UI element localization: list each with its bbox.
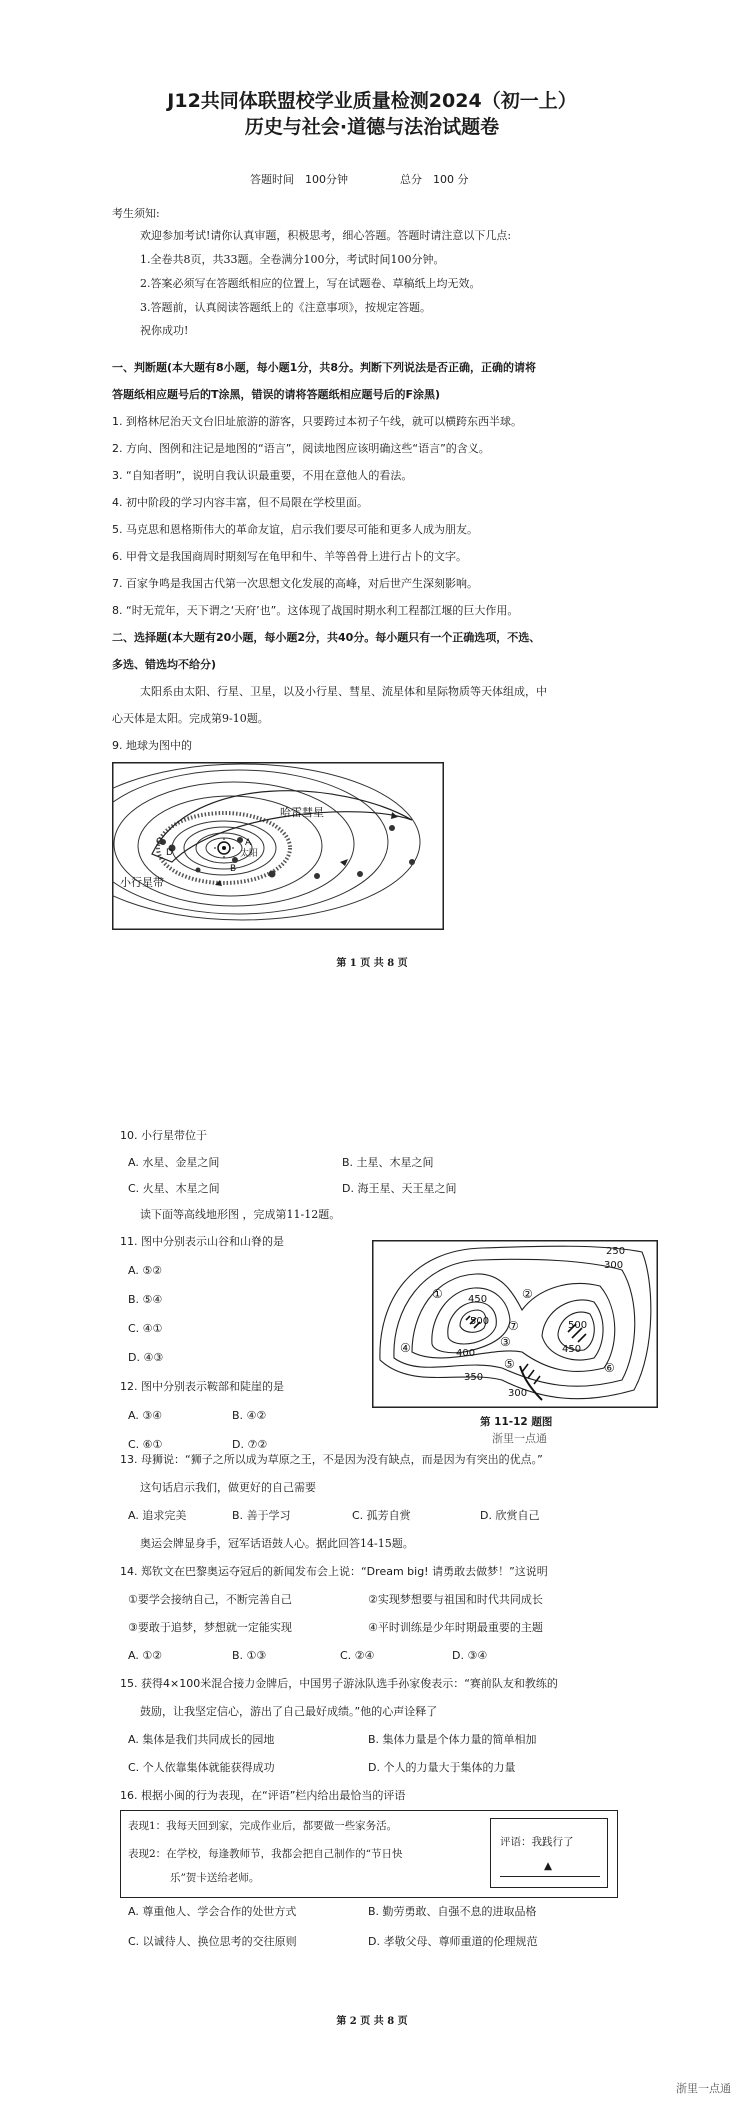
contour-map-figure (372, 1240, 658, 1408)
watermark: 浙里一点通 (492, 1432, 547, 1445)
option: B. ①③ (232, 1649, 267, 1662)
q14-15-intro: 奥运会牌显身手，冠军话语鼓人心。据此回答14-15题。 (140, 1537, 414, 1550)
notice-heading: 考生须知: (112, 207, 160, 220)
contour-label-500: 500 (470, 1316, 490, 1327)
notice-line: 欢迎参加考试!请你认真审题，积极思考，细心答题。答题时请注意以下几点: (140, 229, 512, 242)
statement: ③要敢于追梦，梦想就一定能实现 (128, 1621, 292, 1634)
comet-label: 哈雷彗星 (280, 806, 324, 819)
section-2-heading: 二、选择题(本大题有20小题，每小题2分，共40分。每小题只有一个正确选项，不选、 (112, 631, 541, 644)
performance-2: 表现2：在学校，每逢教师节，我都会把自己制作的“节日快 (128, 1848, 403, 1860)
page-2-footer: 第 2 页 共 8 页 (336, 2016, 408, 2027)
judge-item: 4. 初中阶段的学习内容丰富，但不局限在学校里面。 (112, 496, 368, 509)
performance-1: 表现1：我每天回到家，完成作业后，都要做一些家务活。 (128, 1820, 398, 1832)
page-separator (0, 1000, 744, 1100)
exam-subtitle: 历史与社会·道德与法治试题卷 (244, 116, 500, 138)
option: B. 土星、木星之间 (342, 1156, 434, 1169)
contour-label-450-east: 450 (562, 1344, 582, 1355)
solar-system-figure (112, 762, 444, 930)
marker-2: ② (522, 1287, 533, 1301)
question-16: 16. 根据小闽的行为表现，在“评语”栏内给出最恰当的评语 (120, 1789, 406, 1802)
option: D. 海王星、天王星之间 (342, 1182, 457, 1195)
marker-7: ⑦ (508, 1319, 519, 1333)
option: A. 追求完美 (128, 1509, 187, 1522)
comment-label: 评语：我践行了 (500, 1836, 574, 1848)
notice-line: 1.全卷共8页，共33题。全卷满分100分，考试时间100分钟。 (140, 253, 445, 266)
question-15-cont: 鼓励，让我坚定信心，游出了自己最好成绩。”他的心声诠释了 (140, 1705, 438, 1718)
corner-watermark: 浙里一点通 (676, 2082, 731, 2095)
option: A. ③④ (128, 1409, 163, 1422)
comment-cell (490, 1818, 608, 1888)
performance-2-cont: 乐”贺卡送给老师。 (170, 1872, 260, 1884)
option: B. 勤劳勇敢、自强不息的进取品格 (368, 1905, 537, 1918)
label-a: A (245, 838, 252, 848)
contour-label-500-east: 500 (568, 1320, 588, 1331)
label-c: C (156, 837, 163, 847)
option: B. 集体力量是个体力量的简单相加 (368, 1733, 537, 1746)
option: D. 孝敬父母、尊师重道的伦理规范 (368, 1935, 538, 1948)
option: A. ⑤② (128, 1264, 163, 1277)
notice-line: 2.答案必须写在答题纸相应的位置上，写在试题卷、草稿纸上均无效。 (140, 277, 481, 290)
label-d: D (166, 848, 173, 858)
judge-item: 8. “时无荒年，天下谓之‘天府’也”。这体现了战国时期水利工程都江堰的巨大作用。 (112, 604, 519, 617)
notice-line: 3.答题前，认真阅读答题纸上的《注意事项》，按规定答题。 (140, 301, 431, 314)
statement: ①要学会接纳自己，不断完善自己 (128, 1593, 292, 1606)
option: C. ④① (128, 1322, 163, 1335)
section-2-heading-cont: 多选、错选均不给分) (112, 658, 217, 671)
option: D. ④③ (128, 1351, 164, 1364)
judge-item: 2. 方向、图例和注记是地图的“语言”，阅读地图应该明确这些“语言”的含义。 (112, 442, 490, 455)
contour-label-400: 400 (456, 1348, 476, 1359)
option: B. ⑤④ (128, 1293, 163, 1306)
notice-line: 祝你成功! (140, 324, 189, 337)
label-b: B (230, 864, 237, 874)
option: C. 火星、木星之间 (128, 1182, 220, 1195)
option: C. 孤芳自赏 (352, 1509, 411, 1522)
option: D. 欣赏自己 (480, 1509, 540, 1522)
question-13-cont: 这句话启示我们，做更好的自己需要 (140, 1481, 316, 1494)
option: A. 水星、金星之间 (128, 1156, 220, 1169)
section-1-heading: 一、判断题(本大题有8小题，每小题1分，共8分。判断下列说法是否正确，正确的请将 (112, 361, 536, 374)
marker-6: ⑥ (604, 1361, 615, 1375)
option: B. ④② (232, 1409, 267, 1422)
page-1-footer: 第 1 页 共 8 页 (336, 958, 408, 969)
q11-12-intro: 读下面等高线地形图 ，完成第11-12题。 (140, 1208, 341, 1221)
marker-3: ③ (500, 1335, 511, 1349)
option: D. ③④ (452, 1649, 488, 1662)
answer-marker-icon: ▲ (544, 1860, 553, 1872)
question-14: 14. 郑钦文在巴黎奥运夺冠后的新闻发布会上说：“Dream big! 请勇敢去做梦！”这说明 (120, 1565, 548, 1578)
q9-10-intro: 太阳系由太阳、行星、卫星，以及小行星、彗星、流星体和星际物质等天体组成，中 (140, 685, 547, 698)
option: C. 以诚待人、换位思考的交往原则 (128, 1935, 297, 1948)
option: A. 集体是我们共同成长的园地 (128, 1733, 275, 1746)
option: B. 善于学习 (232, 1509, 291, 1522)
asteroid-belt-label: 小行星带 (120, 876, 164, 889)
judge-item: 7. 百家争鸣是我国古代第一次思想文化发展的高峰，对后世产生深刻影响。 (112, 577, 478, 590)
q9-10-intro-cont: 心天体是太阳。完成第9-10题。 (112, 712, 269, 725)
option: D. 个人的力量大于集体的力量 (368, 1761, 516, 1774)
judge-item: 6. 甲骨文是我国商周时期刻写在龟甲和牛、羊等兽骨上进行占卜的文字。 (112, 550, 467, 563)
question-13: 13. 母狮说：“狮子之所以成为草原之王，不是因为没有缺点，而是因为有突出的优点。” (120, 1453, 543, 1466)
statement: ②实现梦想要与祖国和时代共同成长 (368, 1593, 543, 1606)
total-score: 总分 100 分 (400, 173, 469, 186)
option: A. 尊重他人、学会合作的处世方式 (128, 1905, 297, 1918)
contour-label-350: 350 (464, 1372, 484, 1383)
question-10: 10. 小行星带位于 (120, 1129, 207, 1142)
option: C. ⑥① (128, 1438, 163, 1451)
marker-1: ① (432, 1287, 443, 1301)
question-15: 15. 获得4×100米混合接力金牌后，中国男子游泳队选手孙家俊表示：“赛前队友和教练的 (120, 1677, 558, 1690)
option: C. 个人依靠集体就能获得成功 (128, 1761, 275, 1774)
marker-4: ④ (400, 1341, 411, 1355)
exam-time: 答题时间 100分钟 (250, 173, 348, 186)
question-9: 9. 地球为图中的 (112, 739, 192, 752)
question-11: 11. 图中分别表示山谷和山脊的是 (120, 1235, 284, 1248)
sun-label: 太阳 (240, 849, 259, 859)
contour-label-300-south: 300 (508, 1388, 528, 1399)
statement: ④平时训练是少年时期最重要的主题 (368, 1621, 543, 1634)
exam-title: J12共同体联盟校学业质量检测2024（初一上） (167, 90, 577, 112)
marker-5: ⑤ (504, 1357, 515, 1371)
map-caption: 第 11-12 题图 (480, 1416, 553, 1428)
option: C. ②④ (340, 1649, 375, 1662)
planet-a (237, 837, 243, 843)
contour-label-450: 450 (468, 1294, 488, 1305)
contour-label-300: 300 (604, 1260, 624, 1271)
contour-label-250: 250 (606, 1246, 626, 1257)
option: A. ①② (128, 1649, 163, 1662)
judge-item: 1. 到格林尼治天文台旧址旅游的游客，只要跨过本初子午线，就可以横跨东西半球。 (112, 415, 522, 428)
option: D. ⑦② (232, 1438, 268, 1451)
section-1-heading-cont: 答题纸相应题号后的T涂黑，错误的请将答题纸相应题号后的F涂黑) (112, 388, 441, 401)
planet-b (232, 857, 238, 863)
judge-item: 5. 马克思和恩格斯伟大的革命友谊，启示我们要尽可能和更多人成为朋友。 (112, 523, 478, 536)
question-12: 12. 图中分别表示鞍部和陡崖的是 (120, 1380, 284, 1393)
judge-item: 3. “自知者明”，说明自我认识最重要，不用在意他人的看法。 (112, 469, 413, 482)
